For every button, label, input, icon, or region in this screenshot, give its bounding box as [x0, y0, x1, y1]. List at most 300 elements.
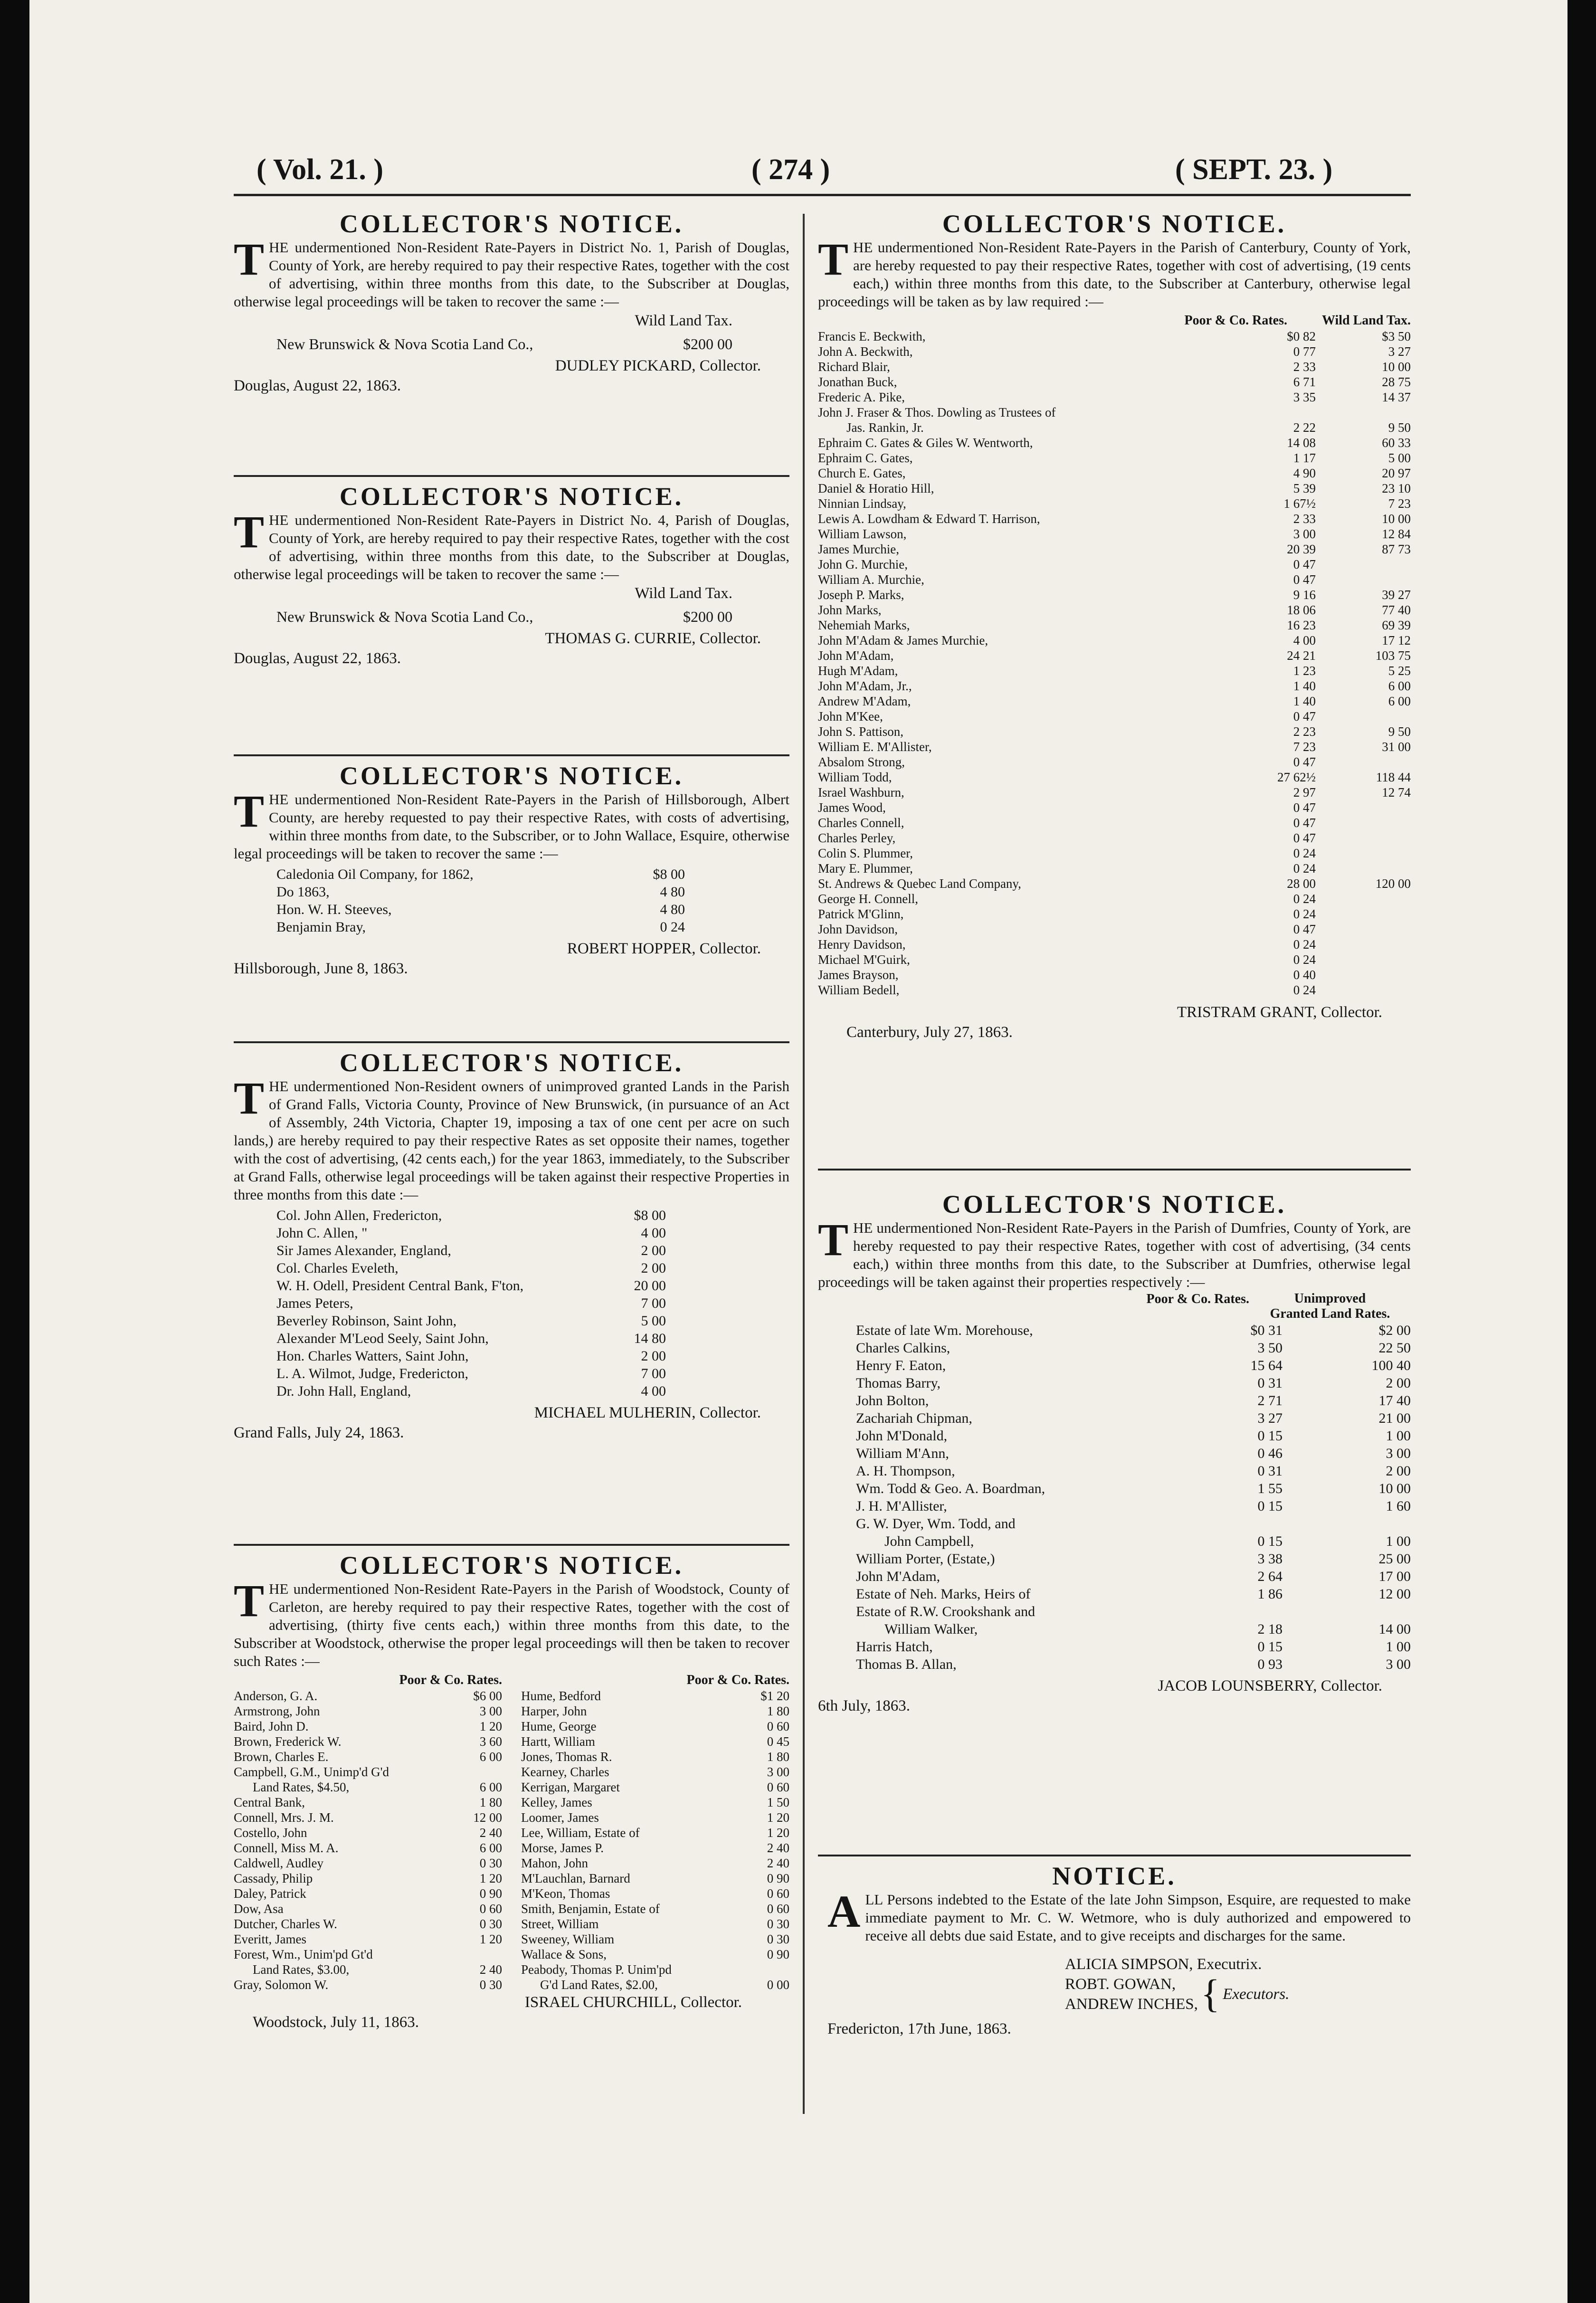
row-name: Benjamin Bray, [276, 919, 366, 935]
row-amount: 20 00 [634, 1278, 666, 1294]
row-name: John Campbell, [884, 1533, 974, 1549]
row-amount-b [1316, 405, 1411, 420]
row-amount-a: 0 24 [1293, 892, 1316, 906]
table-row [818, 815, 1411, 830]
row-amount: 2 40 [767, 1841, 789, 1855]
row-name: Land Rates, $4.50, [253, 1780, 350, 1794]
table-row [818, 405, 1411, 420]
row-amount-a [1235, 405, 1316, 420]
rate-table [234, 866, 789, 936]
executor-name: ROBT. GOWAN, [1065, 1976, 1176, 1993]
row-amount-b: 12 00 [1378, 1586, 1411, 1602]
notice-body [234, 1073, 789, 1204]
table-row [521, 1810, 789, 1825]
row-name: Colin S. Plummer, [818, 846, 913, 860]
row-amount: 2 40 [479, 1826, 502, 1840]
row-name: Joseph P. Marks, [818, 588, 904, 602]
table-row [818, 891, 1411, 906]
table-row [234, 1856, 502, 1871]
table-row [818, 496, 1411, 511]
drop-cap: T [234, 234, 265, 285]
row-name: Estate of R.W. Crookshank and [856, 1604, 1036, 1619]
column-heading: Wild Land Tax. [635, 585, 732, 602]
row-amount: 1 20 [767, 1826, 789, 1840]
column-heading-line2: Granted Land Rates. [1270, 1306, 1390, 1321]
row-name: Kelley, James [521, 1795, 592, 1809]
row-amount-a: 0 31 [1257, 1463, 1282, 1479]
row-amount: $8 00 [653, 866, 685, 882]
row-amount-a: 2 97 [1293, 785, 1316, 799]
row-amount-b: 3 00 [1386, 1446, 1411, 1461]
row-name: George H. Connell, [818, 892, 918, 906]
table-row [234, 1825, 502, 1840]
row-amount: 3 00 [479, 1704, 502, 1718]
row-amount-a: 0 47 [1293, 816, 1316, 830]
table-row [521, 1825, 789, 1840]
drop-cap: T [234, 786, 265, 837]
row-amount: 0 90 [767, 1947, 789, 1961]
row-amount-b: 6 00 [1388, 679, 1411, 693]
table-row [856, 1515, 1411, 1532]
row-name: Henry Davidson, [818, 937, 906, 952]
row-amount: 0 45 [767, 1734, 789, 1749]
row-name: Anderson, G. A. [234, 1689, 318, 1703]
collector-signature: DUDLEY PICKARD, Collector. [555, 357, 761, 374]
row-amount-b: 7 23 [1388, 496, 1411, 511]
rate-table-left [234, 1672, 502, 1992]
dateline: Fredericton, 17th June, 1863. [827, 2020, 1011, 2037]
table-row [818, 390, 1411, 405]
row-name: Daniel & Horatio Hill, [818, 481, 934, 495]
row-amount-b: 60 33 [1382, 436, 1411, 450]
notice-body [234, 1575, 789, 1670]
table-row [234, 1688, 502, 1703]
table-row [234, 1703, 502, 1719]
row-name: Estate of late Wm. Morehouse, [856, 1323, 1033, 1338]
row-name: Sweeney, William [521, 1932, 615, 1946]
table-row [521, 1734, 789, 1749]
row-name: William Walker, [884, 1621, 978, 1637]
notice-body [234, 234, 789, 311]
row-amount-a: 0 93 [1257, 1656, 1282, 1672]
row-amount: 0 60 [767, 1780, 789, 1794]
table-row [818, 724, 1411, 739]
table-row [818, 952, 1411, 967]
row-amount: 2 00 [641, 1260, 666, 1276]
table-row [521, 1840, 789, 1856]
table-row [818, 785, 1411, 800]
row-name: Absalom Strong, [818, 755, 905, 769]
row-name: William A. Murchie, [818, 572, 924, 587]
row-amount: 0 30 [479, 1978, 502, 1992]
drop-cap: A [827, 1886, 861, 1937]
row-amount-b [1316, 754, 1411, 770]
row-amount-b: $3 50 [1382, 329, 1411, 343]
row-amount-a: 0 15 [1257, 1428, 1282, 1444]
page-number: ( 274 ) [751, 153, 830, 186]
table-row [276, 1312, 666, 1330]
table-row [818, 542, 1411, 557]
column-heading: Poor & Co. Rates. [686, 1673, 789, 1687]
row-name: Gray, Solomon W. [234, 1978, 329, 1992]
row-name: Do 1863, [276, 884, 330, 900]
row-name: John G. Murchie, [818, 557, 908, 571]
row-name: Charles Calkins, [856, 1340, 950, 1356]
table-header [856, 1291, 1411, 1322]
row-name: G'd Land Rates, $2.00, [540, 1978, 658, 1992]
collector-signature: JACOB LOUNSBERRY, Collector. [1158, 1677, 1382, 1694]
row-amount-a: 0 47 [1293, 800, 1316, 815]
row-amount-a: 9 16 [1293, 588, 1316, 602]
row-name: John Marks, [818, 603, 882, 617]
row-amount-b: 28 75 [1382, 375, 1411, 389]
row-amount-a: 0 24 [1293, 861, 1316, 876]
row-name: Ninnian Lindsay, [818, 496, 906, 511]
row-amount-b: 118 44 [1376, 770, 1411, 784]
row-amount-a: 3 35 [1293, 390, 1316, 404]
table-row [234, 1795, 502, 1810]
row-name: M'Lauchlan, Barnard [521, 1871, 630, 1885]
row-amount-b: 87 73 [1382, 542, 1411, 556]
rate-table-right [521, 1672, 789, 1992]
table-row [818, 694, 1411, 709]
row-amount: 1 80 [767, 1704, 789, 1718]
notice-woodstock [234, 1546, 789, 2032]
row-name: Hume, George [521, 1719, 597, 1733]
row-amount: 2 40 [479, 1962, 502, 1977]
row-amount-b [1316, 557, 1411, 572]
header-rule [234, 194, 1411, 196]
row-amount-b [1282, 1603, 1411, 1620]
row-amount-b: 5 00 [1388, 451, 1411, 465]
row-amount-b [1316, 846, 1411, 861]
row-name: Israel Washburn, [818, 785, 904, 799]
row-amount-b [1316, 572, 1411, 587]
notice-grand-falls [234, 1043, 789, 1544]
row-amount-b: 20 97 [1382, 466, 1411, 480]
table-row [276, 1330, 666, 1347]
row-amount-b: 14 37 [1382, 390, 1411, 404]
row-amount-a: 20 39 [1287, 542, 1316, 556]
row-amount-b [1316, 922, 1411, 937]
table-row [856, 1480, 1411, 1497]
table-row [856, 1497, 1411, 1515]
table-row [818, 557, 1411, 572]
row-amount-a: 3 00 [1293, 527, 1316, 541]
row-amount-a: 2 64 [1257, 1569, 1282, 1584]
row-amount: 3 60 [479, 1734, 502, 1749]
row-name: James Brayson, [818, 968, 899, 982]
left-column [234, 209, 789, 2032]
row-amount: 1 20 [479, 1719, 502, 1733]
row-name: Forest, Wm., Unim'pd Gt'd [234, 1947, 373, 1961]
row-amount: $8 00 [634, 1208, 666, 1223]
brace-icon: { [1200, 1972, 1220, 2016]
row-amount: 0 60 [767, 1719, 789, 1733]
row-amount: 4 80 [660, 884, 685, 900]
row-name: John C. Allen, " [276, 1225, 368, 1241]
row-amount-a: 24 21 [1287, 648, 1316, 663]
drop-cap: T [234, 506, 265, 557]
table-row [818, 344, 1411, 359]
executors-block [818, 1974, 1411, 2014]
notice-text: HE undermentioned Non-Resident Rate-Payers in the Parish of Canterbury, County of York, are hereby requested to pay their respective Rates, together with cost of advertising, (19 cents each,) within three months from this date, to the Subscriber at Canterbury, otherwise legal proceedings will be taken as by law required :— [818, 239, 1411, 310]
table-row [276, 1207, 666, 1224]
notice-text: HE undermentioned Non-Resident Rate-Payers in the Parish of Dumfries, County of York, are hereby requested to pay their respective Rates, together with cost of advertising, (34 cents each,) within three months from this date, to the Subscriber at Dumfries, otherwise legal proceedings will be taken against their properties respectively :— [818, 1219, 1411, 1290]
row-amount: 7 00 [641, 1366, 666, 1381]
row-amount-b [1316, 906, 1411, 922]
row-amount: 0 24 [660, 919, 685, 935]
row-name: Sir James Alexander, England, [276, 1243, 451, 1258]
row-amount: 4 00 [641, 1225, 666, 1241]
row-amount-a [1235, 1603, 1282, 1620]
row-amount-a: 0 47 [1293, 709, 1316, 723]
dateline: Grand Falls, July 24, 1863. [234, 1424, 404, 1441]
table-row [818, 709, 1411, 724]
row-amount-b: $2 00 [1378, 1323, 1411, 1338]
row-name: Peabody, Thomas P. Unim'pd [521, 1962, 672, 1977]
table-row [818, 861, 1411, 876]
row-amount-a: 0 40 [1293, 968, 1316, 982]
row-name: Hugh M'Adam, [818, 664, 898, 678]
table-row [276, 1294, 666, 1312]
row-amount-b: 31 00 [1382, 740, 1411, 754]
table-row [234, 1947, 502, 1962]
row-name: Thomas Barry, [856, 1375, 941, 1391]
row-amount-a: 4 90 [1293, 466, 1316, 480]
notice-title: COLLECTOR'S NOTICE. [339, 482, 684, 511]
table-row [818, 466, 1411, 481]
row-amount-a: 0 24 [1293, 846, 1316, 860]
table-row [818, 481, 1411, 496]
row-amount: 2 00 [641, 1348, 666, 1364]
row-name: Morse, James P. [521, 1841, 604, 1855]
table-row [856, 1445, 1411, 1462]
notice-text: HE undermentioned Non-Resident Rate-Payers in the Parish of Woodstock, County of Carleton, are hereby required to pay their respective Rates, together with the cost of advertising, (thirty five cents each,) within three months from this date, to the Subscriber at Woodstock, otherwise the proper legal proceedings will then be taken to recover such Rates :— [234, 1580, 789, 1669]
row-amount-b: 69 39 [1382, 618, 1411, 632]
row-amount-b: 14 00 [1378, 1621, 1411, 1637]
table-row [234, 1719, 502, 1734]
table-row [818, 587, 1411, 602]
row-amount-a: 0 77 [1293, 344, 1316, 359]
row-amount-a: 0 31 [1257, 1375, 1282, 1391]
row-name: James Wood, [818, 800, 886, 815]
table-row [818, 633, 1411, 648]
row-amount: 0 90 [479, 1886, 502, 1901]
row-amount-a: 1 40 [1293, 679, 1316, 693]
table-row [818, 678, 1411, 694]
row-name: Central Bank, [234, 1795, 305, 1809]
table-row [234, 335, 789, 353]
row-name: New Brunswick & Nova Scotia Land Co., [276, 335, 533, 352]
row-amount-a: 2 33 [1293, 512, 1316, 526]
table-row [234, 1916, 502, 1932]
table-row [818, 572, 1411, 587]
row-name: John Davidson, [818, 922, 898, 936]
notice-dumfries [818, 1171, 1411, 1855]
rate-table [818, 1291, 1411, 1673]
table-row [521, 1977, 789, 1992]
row-amount: 0 60 [767, 1902, 789, 1916]
row-name: Mahon, John [521, 1856, 588, 1870]
row-amount: 0 60 [767, 1886, 789, 1901]
row-name: John M'Adam, Jr., [818, 679, 912, 693]
table-row [818, 937, 1411, 952]
row-amount-b: 77 40 [1382, 603, 1411, 617]
row-name: Campbell, G.M., Unimp'd G'd [234, 1765, 389, 1779]
row-amount-b: 1 00 [1386, 1639, 1411, 1655]
notice-body [234, 506, 789, 583]
row-name: Smith, Benjamin, Estate of [521, 1902, 660, 1916]
drop-cap: T [234, 1575, 265, 1626]
row-amount-b [1316, 830, 1411, 846]
dateline: Woodstock, July 11, 1863. [253, 2014, 419, 2031]
row-amount-a: 16 23 [1287, 618, 1316, 632]
row-name: James Peters, [276, 1295, 353, 1311]
drop-cap: T [818, 234, 849, 285]
row-name: Mary E. Plummer, [818, 861, 913, 876]
table-row [818, 967, 1411, 982]
row-name: Dutcher, Charles W. [234, 1917, 337, 1931]
row-amount-a: $0 31 [1250, 1323, 1282, 1338]
row-name: Col. Charles Eveleth, [276, 1260, 399, 1276]
row-amount-b: 103 75 [1375, 648, 1411, 663]
row-name: Brown, Charles E. [234, 1750, 329, 1764]
row-amount-b [1316, 815, 1411, 830]
row-amount-a: 0 15 [1257, 1533, 1282, 1549]
table-row [818, 618, 1411, 633]
row-amount-a: 0 47 [1293, 831, 1316, 845]
table-row [818, 876, 1411, 891]
dateline: Canterbury, July 27, 1863. [846, 1024, 1013, 1041]
row-amount-a: $0 82 [1287, 329, 1316, 343]
table-row [818, 648, 1411, 663]
row-amount: 5 00 [641, 1313, 666, 1329]
row-name: John M'Adam, [818, 648, 894, 663]
row-name: James Murchie, [818, 542, 899, 556]
row-amount-a: 0 47 [1293, 755, 1316, 769]
row-name: Kearney, Charles [521, 1765, 609, 1779]
row-name: Baird, John D. [234, 1719, 309, 1733]
row-amount-b [1316, 952, 1411, 967]
table-row [818, 830, 1411, 846]
row-amount: $200 00 [683, 608, 732, 625]
table-row [818, 450, 1411, 466]
row-name: Caledonia Oil Company, for 1862, [276, 866, 474, 882]
row-amount: $6 00 [473, 1689, 502, 1703]
table-row [856, 1620, 1411, 1638]
table-row [856, 1409, 1411, 1427]
row-amount-b: 6 00 [1388, 694, 1411, 708]
notice-title: COLLECTOR'S NOTICE. [339, 1551, 684, 1580]
row-amount-b: 10 00 [1382, 512, 1411, 526]
row-amount-b: 12 84 [1382, 527, 1411, 541]
table-row [276, 901, 685, 918]
row-amount-b: 22 50 [1378, 1340, 1411, 1356]
table-row [276, 883, 685, 901]
row-amount-a: 14 08 [1287, 436, 1316, 450]
drop-cap: T [818, 1214, 849, 1265]
table-row [521, 1703, 789, 1719]
row-amount-b: 3 27 [1388, 344, 1411, 359]
table-row [276, 866, 685, 883]
row-amount-a: 1 23 [1293, 664, 1316, 678]
row-name: Jas. Rankin, Jr. [846, 420, 924, 435]
row-amount-b: 1 00 [1386, 1533, 1411, 1549]
notice-title: COLLECTOR'S NOTICE. [942, 209, 1287, 238]
table-row [818, 602, 1411, 618]
table-row [818, 511, 1411, 526]
row-name: William Todd, [818, 770, 892, 784]
table-row [521, 1886, 789, 1901]
table-row [818, 435, 1411, 450]
row-name: Andrew M'Adam, [818, 694, 911, 708]
row-amount-b: 1 00 [1386, 1428, 1411, 1444]
column-heading-line1: Unimproved [1294, 1291, 1366, 1306]
table-row [818, 359, 1411, 374]
table-row [234, 1886, 502, 1901]
column-heading: Poor & Co. Rates. [1184, 313, 1287, 328]
row-name: John S. Pattison, [818, 724, 904, 739]
row-name: Henry F. Eaton, [856, 1358, 946, 1373]
table-row [818, 770, 1411, 785]
table-row [856, 1339, 1411, 1357]
row-amount: 1 20 [767, 1810, 789, 1825]
row-name: Ephraim C. Gates & Giles W. Wentworth, [818, 436, 1033, 450]
table-row [818, 739, 1411, 754]
table-row [521, 1901, 789, 1916]
row-amount-a: 1 17 [1293, 451, 1316, 465]
table-row [276, 1365, 666, 1382]
row-name: Caldwell, Audley [234, 1856, 323, 1870]
row-name: Street, William [521, 1917, 599, 1931]
issue-date: ( SEPT. 23. ) [1175, 153, 1333, 186]
row-name: L. A. Wilmot, Judge, Fredericton, [276, 1366, 469, 1381]
row-amount-b: 3 00 [1386, 1656, 1411, 1672]
row-amount-a: 2 33 [1293, 360, 1316, 374]
row-amount-b: 21 00 [1378, 1410, 1411, 1426]
row-name: Hartt, William [521, 1734, 595, 1749]
row-name: Col. John Allen, Fredericton, [276, 1208, 442, 1223]
table-row [818, 526, 1411, 542]
row-name: Dr. John Hall, England, [276, 1383, 411, 1399]
notice-body [818, 1214, 1411, 1291]
row-amount-a: 0 46 [1257, 1446, 1282, 1461]
table-row [818, 754, 1411, 770]
drop-cap: T [234, 1073, 265, 1123]
table-row [276, 918, 685, 936]
row-amount-a: 15 64 [1250, 1358, 1282, 1373]
table-row [818, 374, 1411, 390]
table-row [234, 1932, 502, 1947]
table-row [234, 1962, 502, 1977]
row-name: Nehemiah Marks, [818, 618, 910, 632]
row-name: Connell, Mrs. J. M. [234, 1810, 334, 1825]
table-row [818, 982, 1411, 998]
table-row [234, 1840, 502, 1856]
row-amount [450, 1947, 502, 1962]
volume-label: ( Vol. 21. ) [256, 153, 383, 186]
right-column [818, 209, 1411, 2039]
row-name: Michael M'Guirk, [818, 952, 910, 967]
row-amount-b: 12 74 [1382, 785, 1411, 799]
table-row [276, 1347, 666, 1365]
row-amount-a: 2 22 [1293, 420, 1316, 435]
row-name: Charles Perley, [818, 831, 896, 845]
executors-label: Executors. [1223, 1986, 1290, 2003]
table-row [521, 1719, 789, 1734]
row-name: William Porter, (Estate,) [856, 1551, 995, 1567]
